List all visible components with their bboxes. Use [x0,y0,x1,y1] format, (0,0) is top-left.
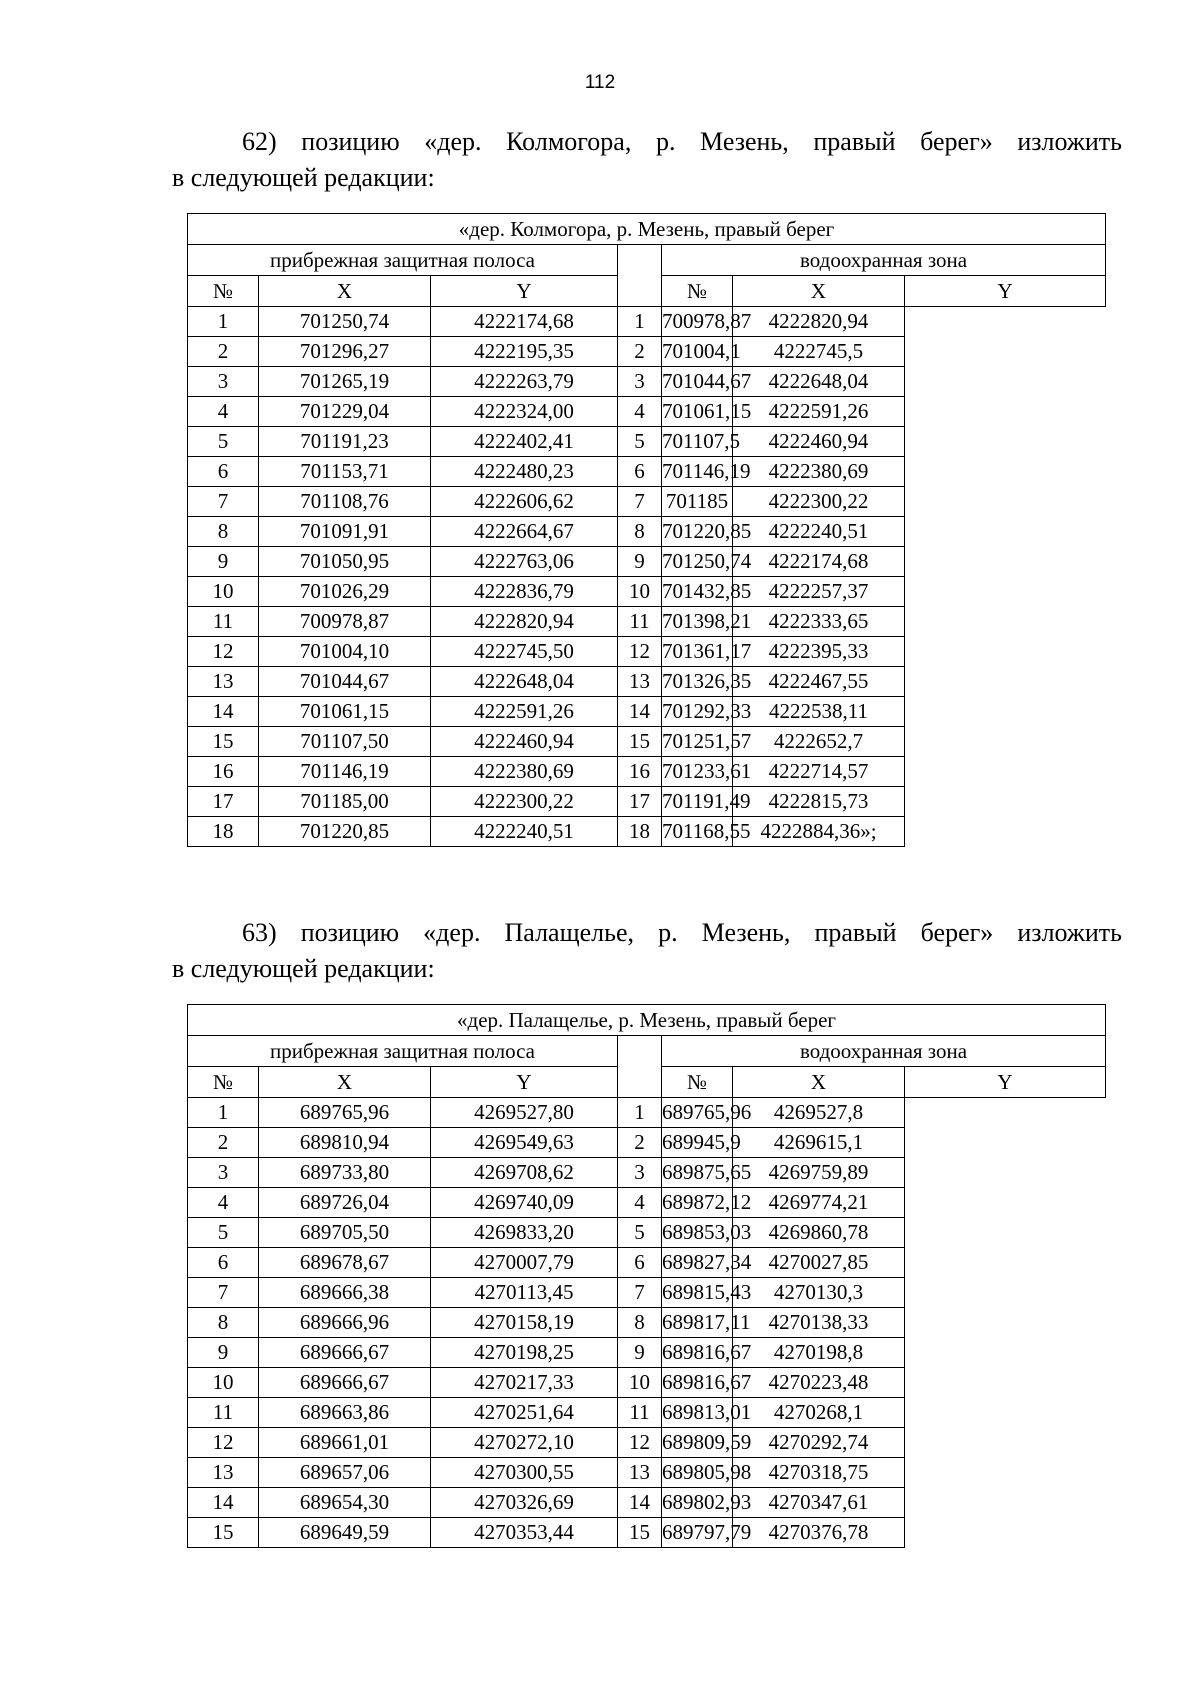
left-group-header: прибрежная защитная полоса [188,1036,618,1067]
point-number-cell: 7 [618,1278,662,1308]
col-header-y: Y [431,276,618,307]
y-coordinate-cell: 4222195,35 [431,337,618,367]
y-coordinate-cell: 4222480,23 [431,457,618,487]
point-number-cell: 12 [188,1428,259,1458]
table-row [188,667,1106,697]
table-row [188,1458,1106,1488]
x-coordinate-cell: 701061,15 [259,697,431,727]
point-number-cell: 11 [618,1398,662,1428]
point-number-cell: 3 [188,367,259,397]
x-coordinate-cell: 689797,79 [662,1518,733,1548]
x-coordinate-cell: 701168,55 [662,817,733,847]
section-intro-line: в следующей редакции: [172,163,435,192]
table-row [188,547,1106,577]
x-coordinate-cell: 701185 [662,487,733,517]
x-coordinate-cell: 701220,85 [259,817,431,847]
point-number-cell: 11 [618,607,662,637]
y-coordinate-cell: 4270300,55 [431,1458,618,1488]
table-row [188,1398,1106,1428]
x-coordinate-cell: 689726,04 [259,1188,431,1218]
y-coordinate-cell: 4222174,68 [733,547,905,577]
y-coordinate-cell: 4222652,7 [733,727,905,757]
col-header-no: № [662,276,733,307]
x-coordinate-cell: 701146,19 [662,457,733,487]
y-coordinate-cell: 4222745,50 [431,637,618,667]
x-coordinate-cell: 701044,67 [662,367,733,397]
y-coordinate-cell: 4222648,04 [733,367,905,397]
y-coordinate-cell: 4222763,06 [431,547,618,577]
point-number-cell: 13 [188,1458,259,1488]
table-row [188,1218,1106,1248]
point-number-cell: 12 [618,637,662,667]
table-row [188,787,1106,817]
y-coordinate-cell: 4269549,63 [431,1128,618,1158]
point-number-cell: 11 [188,1398,259,1428]
y-coordinate-cell: 4270272,10 [431,1428,618,1458]
y-coordinate-cell: 4270223,48 [733,1368,905,1398]
point-number-cell: 6 [618,457,662,487]
left-group-header: прибрежная защитная полоса [188,245,618,276]
x-coordinate-cell: 689827,34 [662,1248,733,1278]
point-number-cell: 13 [188,667,259,697]
coordinate-table-palashchelye [187,1004,1106,1548]
page-number: 112 [584,72,616,93]
x-coordinate-cell: 701185,00 [259,787,431,817]
point-number-cell: 4 [618,1188,662,1218]
col-header-y: Y [905,1067,1106,1098]
y-coordinate-cell: 4222333,65 [733,607,905,637]
x-coordinate-cell: 701250,74 [662,547,733,577]
y-coordinate-cell: 4270268,1 [733,1398,905,1428]
x-coordinate-cell: 701250,74 [259,307,431,337]
point-number-cell: 7 [618,487,662,517]
y-coordinate-cell: 4270027,85 [733,1248,905,1278]
section-63-intro [172,915,1122,987]
x-coordinate-cell: 689810,94 [259,1128,431,1158]
point-number-cell: 5 [618,1218,662,1248]
point-number-cell: 7 [188,1278,259,1308]
y-coordinate-cell: 4222257,37 [733,577,905,607]
x-coordinate-cell: 689733,80 [259,1158,431,1188]
table-row [188,307,1106,337]
point-number-cell: 12 [188,637,259,667]
x-coordinate-cell: 689872,12 [662,1188,733,1218]
point-number-cell: 6 [188,457,259,487]
point-number-cell: 7 [188,487,259,517]
point-number-cell: 9 [618,1338,662,1368]
y-coordinate-cell: 4270113,45 [431,1278,618,1308]
col-header-x: X [259,1067,431,1098]
x-coordinate-cell: 689661,01 [259,1428,431,1458]
table-row [188,487,1106,517]
x-coordinate-cell: 701050,95 [259,547,431,577]
y-coordinate-cell: 4222820,94 [431,607,618,637]
point-number-cell: 1 [618,1098,662,1128]
y-coordinate-cell: 4269615,1 [733,1128,905,1158]
table-row [188,1428,1106,1458]
point-number-cell: 3 [188,1158,259,1188]
table-row [188,1488,1106,1518]
point-number-cell: 5 [618,427,662,457]
section-62-intro [172,124,1122,196]
x-coordinate-cell: 689813,01 [662,1398,733,1428]
x-coordinate-cell: 701191,23 [259,427,431,457]
point-number-cell: 3 [618,1158,662,1188]
x-coordinate-cell: 689945,9 [662,1128,733,1158]
x-coordinate-cell: 701398,21 [662,607,733,637]
point-number-cell: 5 [188,1218,259,1248]
y-coordinate-cell: 4222380,69 [431,757,618,787]
x-coordinate-cell: 701326,35 [662,667,733,697]
x-coordinate-cell: 701432,85 [662,577,733,607]
x-coordinate-cell: 689853,03 [662,1218,733,1248]
table-row [188,1248,1106,1278]
table-row [188,577,1106,607]
x-coordinate-cell: 689666,96 [259,1308,431,1338]
y-coordinate-cell: 4222300,22 [431,787,618,817]
y-coordinate-cell: 4222664,67 [431,517,618,547]
x-coordinate-cell: 689816,67 [662,1368,733,1398]
table-row [188,637,1106,667]
y-coordinate-cell: 4270007,79 [431,1248,618,1278]
point-number-cell: 12 [618,1428,662,1458]
right-group-header: водоохранная зона [662,1036,1106,1067]
y-coordinate-cell: 4222240,51 [431,817,618,847]
point-number-cell: 14 [188,1488,259,1518]
point-number-cell: 3 [618,367,662,397]
x-coordinate-cell: 701091,91 [259,517,431,547]
x-coordinate-cell: 701004,1 [662,337,733,367]
x-coordinate-cell: 689875,65 [662,1158,733,1188]
table-row [188,757,1106,787]
point-number-cell: 17 [618,787,662,817]
point-number-cell: 1 [188,307,259,337]
point-number-cell: 14 [188,697,259,727]
x-coordinate-cell: 700978,87 [662,307,733,337]
coordinate-table-kolmogora [187,213,1106,847]
y-coordinate-cell: 4222820,94 [733,307,905,337]
y-coordinate-cell: 4270217,33 [431,1368,618,1398]
table-row [188,1338,1106,1368]
y-coordinate-cell: 4270292,74 [733,1428,905,1458]
x-coordinate-cell: 700978,87 [259,607,431,637]
x-coordinate-cell: 701292,33 [662,697,733,727]
x-coordinate-cell: 689654,30 [259,1488,431,1518]
y-coordinate-cell: 4270353,44 [431,1518,618,1548]
point-number-cell: 10 [618,1368,662,1398]
point-number-cell: 10 [618,577,662,607]
x-coordinate-cell: 689663,86 [259,1398,431,1428]
y-coordinate-cell: 4222460,94 [733,427,905,457]
col-header-x: X [259,276,431,307]
table-row [188,817,1106,847]
x-coordinate-cell: 701229,04 [259,397,431,427]
x-coordinate-cell: 701108,76 [259,487,431,517]
y-coordinate-cell: 4269774,21 [733,1188,905,1218]
y-coordinate-cell: 4269708,62 [431,1158,618,1188]
point-number-cell: 4 [188,397,259,427]
table-row [188,1128,1106,1158]
x-coordinate-cell: 689802,93 [662,1488,733,1518]
point-number-cell: 13 [618,1458,662,1488]
table-row [188,1278,1106,1308]
x-coordinate-cell: 701026,29 [259,577,431,607]
y-coordinate-cell: 4270326,69 [431,1488,618,1518]
table-row [188,1368,1106,1398]
x-coordinate-cell: 689649,59 [259,1518,431,1548]
y-coordinate-cell: 4270251,64 [431,1398,618,1428]
y-coordinate-cell: 4222380,69 [733,457,905,487]
point-number-cell: 6 [618,1248,662,1278]
point-number-cell: 10 [188,577,259,607]
x-coordinate-cell: 701061,15 [662,397,733,427]
point-number-cell: 16 [188,757,259,787]
point-number-cell: 8 [188,517,259,547]
x-coordinate-cell: 689809,59 [662,1428,733,1458]
point-number-cell: 17 [188,787,259,817]
x-coordinate-cell: 701044,67 [259,667,431,697]
point-number-cell: 14 [618,1488,662,1518]
x-coordinate-cell: 689678,67 [259,1248,431,1278]
y-coordinate-cell: 4270376,78 [733,1518,905,1548]
y-coordinate-cell: 4222467,55 [733,667,905,697]
section-intro-line: 63) позицию «дер. Палащелье, р. Мезень, правый берег» изложить [242,918,1122,947]
point-number-cell: 4 [188,1188,259,1218]
y-coordinate-cell: 4222884,36»; [733,817,905,847]
table-row [188,727,1106,757]
point-number-cell: 14 [618,697,662,727]
table-row [188,1518,1106,1548]
point-number-cell: 18 [618,817,662,847]
y-coordinate-cell: 4222745,5 [733,337,905,367]
x-coordinate-cell: 701107,50 [259,727,431,757]
y-coordinate-cell: 4222836,79 [431,577,618,607]
point-number-cell: 13 [618,667,662,697]
x-coordinate-cell: 701296,27 [259,337,431,367]
y-coordinate-cell: 4270318,75 [733,1458,905,1488]
y-coordinate-cell: 4222714,57 [733,757,905,787]
point-number-cell: 9 [618,547,662,577]
x-coordinate-cell: 701146,19 [259,757,431,787]
y-coordinate-cell: 4222815,73 [733,787,905,817]
col-header-x: X [733,276,905,307]
x-coordinate-cell: 701153,71 [259,457,431,487]
y-coordinate-cell: 4270130,3 [733,1278,905,1308]
point-number-cell: 2 [188,337,259,367]
table-row [188,337,1106,367]
point-number-cell: 16 [618,757,662,787]
point-number-cell: 15 [188,1518,259,1548]
table-row [188,457,1106,487]
point-number-cell: 9 [188,1338,259,1368]
y-coordinate-cell: 4222300,22 [733,487,905,517]
x-coordinate-cell: 689817,11 [662,1308,733,1338]
table-row [188,607,1106,637]
point-number-cell: 18 [188,817,259,847]
table-row [188,1158,1106,1188]
table-gap [618,1036,662,1098]
table-row [188,517,1106,547]
y-coordinate-cell: 4270198,8 [733,1338,905,1368]
y-coordinate-cell: 4222538,11 [733,697,905,727]
point-number-cell: 2 [188,1128,259,1158]
x-coordinate-cell: 689666,38 [259,1278,431,1308]
y-coordinate-cell: 4222591,26 [733,397,905,427]
point-number-cell: 15 [188,727,259,757]
x-coordinate-cell: 701107,5 [662,427,733,457]
point-number-cell: 1 [618,307,662,337]
table-title: «дер. Колмогора, р. Мезень, правый берег [188,214,1106,245]
point-number-cell: 8 [618,517,662,547]
point-number-cell: 15 [618,727,662,757]
y-coordinate-cell: 4222460,94 [431,727,618,757]
y-coordinate-cell: 4222240,51 [733,517,905,547]
point-number-cell: 1 [188,1098,259,1128]
x-coordinate-cell: 689666,67 [259,1368,431,1398]
y-coordinate-cell: 4269527,8 [733,1098,905,1128]
y-coordinate-cell: 4269833,20 [431,1218,618,1248]
point-number-cell: 8 [188,1308,259,1338]
point-number-cell: 10 [188,1368,259,1398]
table-row [188,697,1106,727]
point-number-cell: 2 [618,1128,662,1158]
col-header-y: Y [905,276,1106,307]
x-coordinate-cell: 701251,57 [662,727,733,757]
table-row [188,1308,1106,1338]
x-coordinate-cell: 689816,67 [662,1338,733,1368]
x-coordinate-cell: 701265,19 [259,367,431,397]
col-header-x: X [733,1067,905,1098]
x-coordinate-cell: 701361,17 [662,637,733,667]
y-coordinate-cell: 4222263,79 [431,367,618,397]
y-coordinate-cell: 4222648,04 [431,667,618,697]
col-header-no: № [188,276,259,307]
table-row [188,1098,1106,1128]
point-number-cell: 15 [618,1518,662,1548]
col-header-no: № [662,1067,733,1098]
x-coordinate-cell: 701220,85 [662,517,733,547]
col-header-y: Y [431,1067,618,1098]
y-coordinate-cell: 4269860,78 [733,1218,905,1248]
x-coordinate-cell: 701191,49 [662,787,733,817]
point-number-cell: 6 [188,1248,259,1278]
table-gap [618,245,662,307]
point-number-cell: 9 [188,547,259,577]
x-coordinate-cell: 689657,06 [259,1458,431,1488]
point-number-cell: 4 [618,397,662,427]
point-number-cell: 2 [618,337,662,367]
y-coordinate-cell: 4222591,26 [431,697,618,727]
x-coordinate-cell: 689815,43 [662,1278,733,1308]
x-coordinate-cell: 701004,10 [259,637,431,667]
point-number-cell: 11 [188,607,259,637]
table-row [188,367,1106,397]
y-coordinate-cell: 4222402,41 [431,427,618,457]
table-title: «дер. Палащелье, р. Мезень, правый берег [188,1005,1106,1036]
table-row [188,1188,1106,1218]
x-coordinate-cell: 689666,67 [259,1338,431,1368]
y-coordinate-cell: 4222395,33 [733,637,905,667]
y-coordinate-cell: 4222324,00 [431,397,618,427]
section-intro-line: 62) позицию «дер. Колмогора, р. Мезень, правый берег» изложить [242,127,1122,156]
table-row [188,397,1106,427]
x-coordinate-cell: 689705,50 [259,1218,431,1248]
x-coordinate-cell: 689765,96 [259,1098,431,1128]
point-number-cell: 5 [188,427,259,457]
y-coordinate-cell: 4270158,19 [431,1308,618,1338]
y-coordinate-cell: 4222606,62 [431,487,618,517]
y-coordinate-cell: 4269740,09 [431,1188,618,1218]
col-header-no: № [188,1067,259,1098]
y-coordinate-cell: 4270347,61 [733,1488,905,1518]
x-coordinate-cell: 689765,96 [662,1098,733,1128]
right-group-header: водоохранная зона [662,245,1106,276]
y-coordinate-cell: 4222174,68 [431,307,618,337]
y-coordinate-cell: 4270138,33 [733,1308,905,1338]
y-coordinate-cell: 4270198,25 [431,1338,618,1368]
section-intro-line: в следующей редакции: [172,954,435,983]
table-row [188,427,1106,457]
x-coordinate-cell: 701233,61 [662,757,733,787]
x-coordinate-cell: 689805,98 [662,1458,733,1488]
y-coordinate-cell: 4269527,80 [431,1098,618,1128]
point-number-cell: 8 [618,1308,662,1338]
y-coordinate-cell: 4269759,89 [733,1158,905,1188]
